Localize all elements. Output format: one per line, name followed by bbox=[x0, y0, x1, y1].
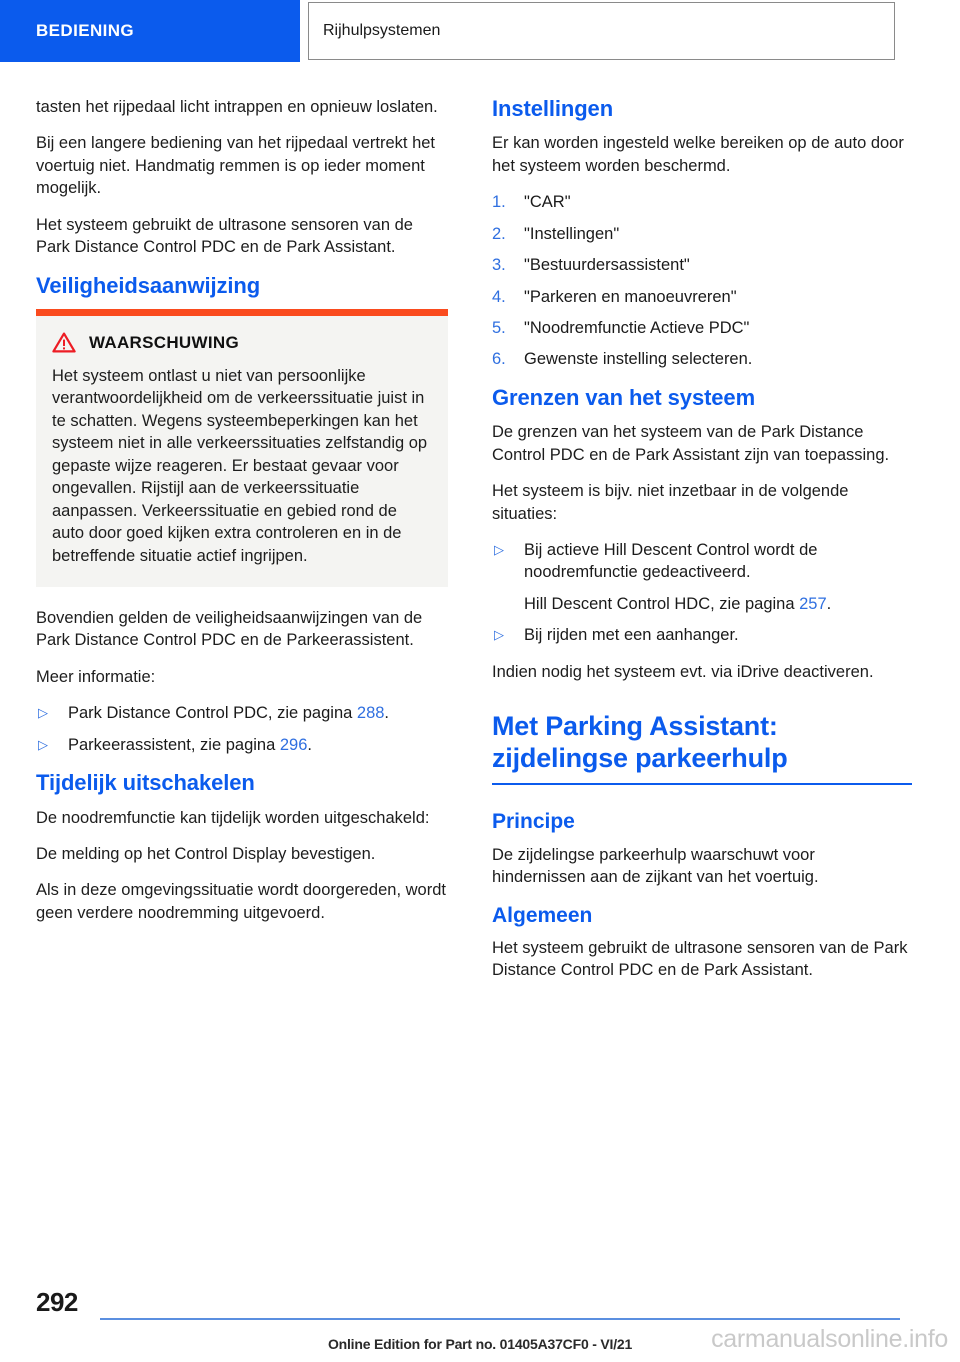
list-item bbox=[492, 223, 912, 245]
triangle-bullet-icon: ▷ bbox=[494, 542, 504, 558]
paragraph: De zijdelingse parkeerhulp waarschuwt voor hindernissen aan de zijkant van het voertuig. bbox=[492, 845, 819, 887]
list-item-text bbox=[68, 702, 448, 724]
step-text: "Noodremfunctie Actieve PDC" bbox=[524, 319, 750, 338]
list-item bbox=[492, 286, 912, 308]
list-item-text: Bij rijden met een aanhanger. bbox=[524, 626, 739, 645]
list-item bbox=[492, 539, 912, 615]
triangle-bullet-icon: ▷ bbox=[494, 627, 504, 643]
page-reference[interactable]: 296 bbox=[279, 735, 308, 754]
list-item bbox=[36, 702, 448, 724]
header-chapter-label: BEDIENING bbox=[36, 21, 135, 40]
heading-veiligheidsaanwijzing: Veiligheidsaanwijzing bbox=[36, 272, 261, 298]
list-item-label: Bij actieve Hill Descent Control wordt de noodremfunctie gedeactiveerd. bbox=[524, 541, 818, 582]
warning-text: Het systeem ontlast u niet van persoonlijke verantwoordelijkheid om de verkeerssituatie juist in te schatten. Wegens systeembeperkingen kan het systeem niet in alle verkeerssituaties zelfstandig op gepaste wijze reageren. Er bestaat gevaar voor ongevallen. Rijstijl aan de verkeerssituatie aanpassen. Verkeerssituatie en gebied rond de auto door goed kijken extra controleren en in de betreffende situatie actief ingrijpen. bbox=[52, 367, 428, 565]
page-reference[interactable]: 288 bbox=[356, 704, 385, 723]
settings-steps-list bbox=[492, 191, 912, 371]
list-item-text bbox=[524, 539, 912, 615]
step-number: 6. bbox=[492, 350, 506, 369]
step-number: 1. bbox=[492, 193, 506, 212]
paragraph: Het systeem is bijv. niet inzetbaar in de volgende situaties: bbox=[492, 482, 849, 523]
step-text: "Instellingen" bbox=[524, 224, 620, 243]
list-item-text bbox=[68, 734, 448, 756]
paragraph: Indien nodig het systeem evt. via iDrive deactiveren. bbox=[492, 662, 874, 681]
paragraph: De grenzen van het systeem van de Park Distance Control PDC en de Park Assistant zijn van toepassing. bbox=[492, 423, 890, 464]
list-item bbox=[36, 734, 448, 756]
page-columns bbox=[0, 96, 960, 982]
paragraph: Het systeem gebruikt de ultrasone sensoren van de Park Distance Control PDC en de Park Assistant. bbox=[36, 215, 413, 257]
paragraph: tasten het rijpedaal licht intrappen en opnieuw loslaten. bbox=[36, 98, 438, 116]
paragraph: Er kan worden ingesteld welke bereiken op de auto door het systeem worden beschermd. bbox=[492, 134, 904, 175]
paragraph: Meer informatie: bbox=[36, 667, 156, 686]
heading-grenzen-van-het-systeem: Grenzen van het systeem bbox=[492, 384, 756, 410]
step-text: Gewenste instelling selecteren. bbox=[524, 350, 753, 369]
triangle-bullet-icon: ▷ bbox=[38, 705, 48, 721]
warning-title: WAARSCHUWING bbox=[89, 332, 239, 352]
warning-header bbox=[52, 332, 430, 353]
footer-edition-text: Online Edition for Part no. 01405A37CF0 - VI/21 bbox=[327, 1336, 633, 1352]
subnote-suffix: . bbox=[826, 594, 832, 613]
step-number: 2. bbox=[492, 224, 506, 243]
header-chapter-tab[interactable] bbox=[0, 0, 300, 62]
warning-triangle-icon bbox=[52, 332, 76, 353]
list-item bbox=[492, 191, 912, 213]
warning-box bbox=[36, 309, 448, 587]
page-title: Met Parking Assistant: zijdelingse parkeerhulp bbox=[492, 711, 788, 774]
step-text: "Bestuurdersassistent" bbox=[524, 256, 690, 275]
page-header bbox=[0, 0, 960, 62]
step-number: 4. bbox=[492, 287, 506, 306]
paragraph: De noodremfunctie kan tijdelijk worden uitgeschakeld: bbox=[36, 808, 430, 827]
list-item bbox=[492, 624, 912, 646]
footer-rule bbox=[100, 1318, 900, 1321]
page-reference[interactable]: 257 bbox=[799, 594, 827, 613]
paragraph: Bovendien gelden de veiligheidsaanwijzingen van de Park Distance Control PDC en de Parkeerassistent. bbox=[36, 608, 423, 650]
heading-rule bbox=[492, 783, 912, 786]
list-item bbox=[492, 317, 912, 339]
list-item bbox=[492, 254, 912, 276]
list-item-suffix: . bbox=[384, 704, 390, 723]
triangle-bullet-icon: ▷ bbox=[38, 736, 48, 752]
heading-instellingen: Instellingen bbox=[492, 96, 614, 121]
paragraph: Het systeem gebruikt de ultrasone sensoren van de Park Distance Control PDC en de Park Assistant. bbox=[492, 938, 908, 980]
paragraph: Als in deze omgevingssituatie wordt doorgereden, wordt geen verdere noodremming uitgevoerd. bbox=[36, 881, 446, 922]
list-item-label: Parkeerassistent, zie pagina bbox=[68, 735, 280, 754]
step-number: 3. bbox=[492, 256, 506, 275]
right-column bbox=[492, 96, 912, 982]
list-item-label: Park Distance Control PDC, zie pagina bbox=[68, 704, 357, 723]
subnote-label: Hill Descent Control HDC, zie pagina bbox=[524, 594, 800, 613]
header-section-label: Rijhulpsystemen bbox=[323, 22, 441, 39]
step-text: "CAR" bbox=[524, 193, 571, 212]
page-number: 292 bbox=[36, 1287, 78, 1317]
paragraph: De melding op het Control Display bevestigen. bbox=[36, 844, 376, 863]
header-section-tab[interactable] bbox=[308, 2, 895, 60]
heading-algemeen: Algemeen bbox=[492, 903, 593, 927]
list-item-suffix: . bbox=[307, 735, 312, 754]
step-text: "Parkeren en manoeuvreren" bbox=[524, 287, 737, 306]
watermark: carmanualsonline.info bbox=[711, 1325, 948, 1353]
list-item bbox=[492, 348, 912, 370]
heading-principe: Principe bbox=[492, 810, 575, 834]
left-column bbox=[36, 96, 448, 982]
more-info-list bbox=[36, 702, 448, 756]
limits-list bbox=[492, 539, 912, 647]
list-item-subnote bbox=[524, 593, 912, 615]
page-footer bbox=[0, 1276, 960, 1362]
paragraph: Bij een langere bediening van het rijpedaal vertrekt het voertuig niet. Handmatig remmen is op ieder moment mogelijk. bbox=[36, 134, 436, 198]
heading-tijdelijk-uitschakelen: Tijdelijk uitschakelen bbox=[36, 770, 255, 796]
step-number: 5. bbox=[492, 319, 506, 338]
